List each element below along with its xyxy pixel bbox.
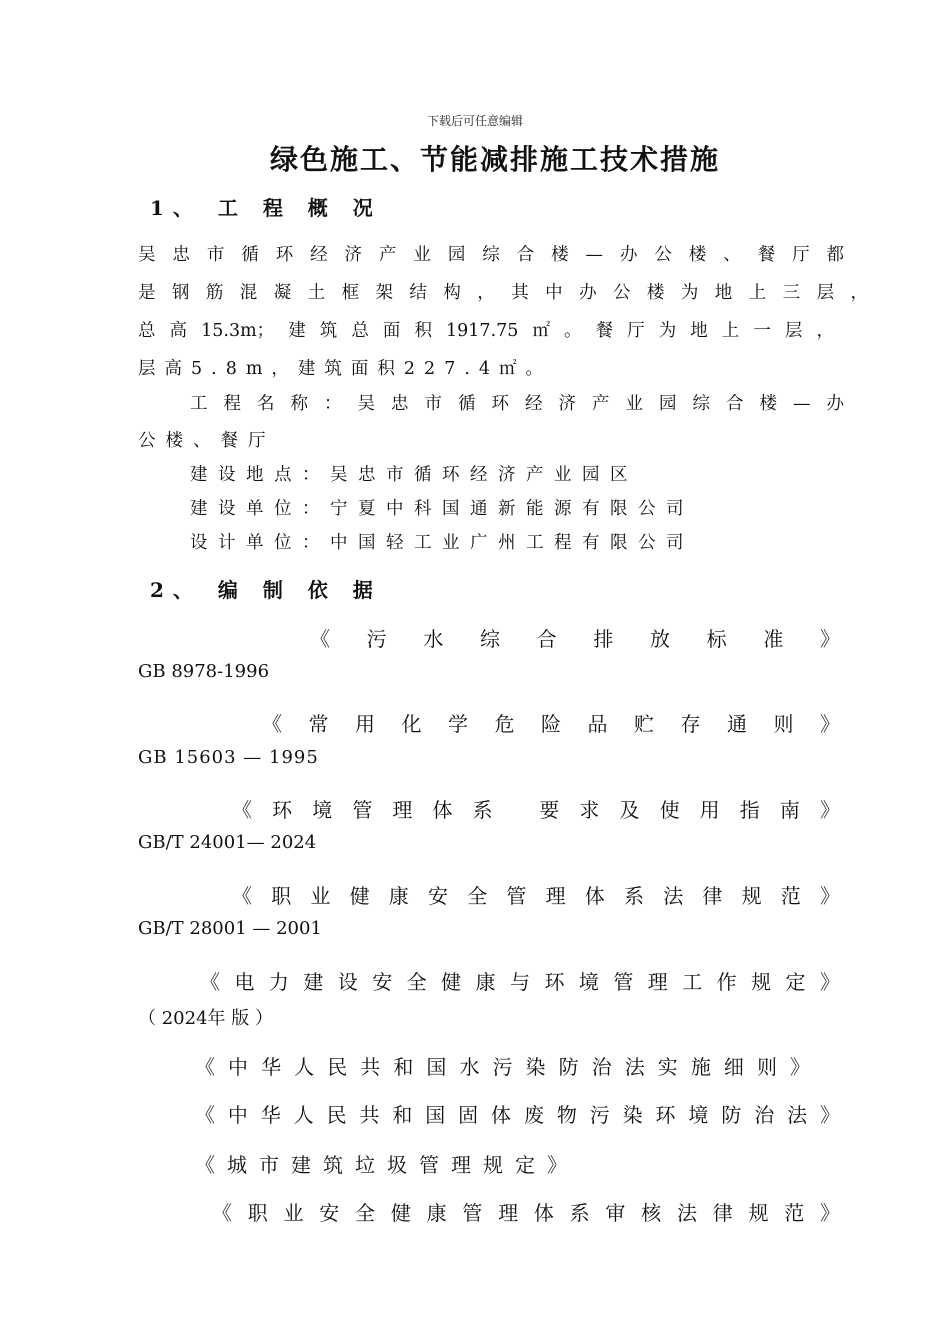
project-name-line-2: 公楼、餐厅 [138,431,276,451]
section-1-heading: 1、 工 程 概 况 [150,196,382,220]
law-2: 《中华人民共和国固体废物污染环境防治法》 [195,1103,840,1127]
overview-line-4: 层高5.8m，建筑面积227.4㎡。 [138,359,553,379]
header-note: 下载后可任意编辑 [426,114,523,128]
design-unit: 设计单位：中国轻工业广州工程有限公司 [190,533,694,553]
reference-title-5: 《电力建设安全健康与环境管理工作规定》 [200,970,840,994]
reference-title-1: 《污水综合排放标准》 [310,627,840,651]
reference-code-1: GB 8978-1996 [138,661,270,682]
construction-owner: 建设单位：宁夏中科国通新能源有限公司 [190,499,694,519]
law-4: 《职业安全健康管理体系审核法律规范》 [212,1201,840,1225]
reference-code-2: GB 15603 — 1995 [138,747,319,768]
reference-title-4: 《职业健康安全管理体系法律规范》 [232,884,840,908]
overview-line-2: 是钢筋混凝土框架结构，其中办公楼为地上三层， [138,283,868,303]
overview-line-1: 吴忠市循环经济产业园综合楼—办公楼、餐厅都 [138,245,844,265]
law-3: 《城市建筑垃圾管理规定》 [195,1153,579,1177]
section-2-heading: 2、 编 制 依 据 [150,578,382,602]
reference-code-3: GB/T 24001— 2024 [138,832,317,853]
overview-line-3: 总高15.3m；建筑总面积1917.75㎡。餐厅为地上一层， [138,321,834,341]
reference-title-2: 《常用化学危险品贮存通则》 [262,712,840,736]
reference-code-5: （ 2024年 版 ） [138,1008,273,1029]
construction-location: 建设地点：吴忠市循环经济产业园区 [190,465,638,485]
law-1: 《中华人民共和国水污染防治法实施细则》 [195,1055,810,1079]
document-title: 绿色施工、节能减排施工技术措施 [269,143,720,176]
reference-title-3: 《环境管理体系 要求及使用指南》 [232,798,840,822]
reference-code-4: GB/T 28001 — 2001 [138,918,322,939]
project-name-line-1: 工程名称：吴忠市循环经济产业园综合楼—办 [190,394,844,414]
